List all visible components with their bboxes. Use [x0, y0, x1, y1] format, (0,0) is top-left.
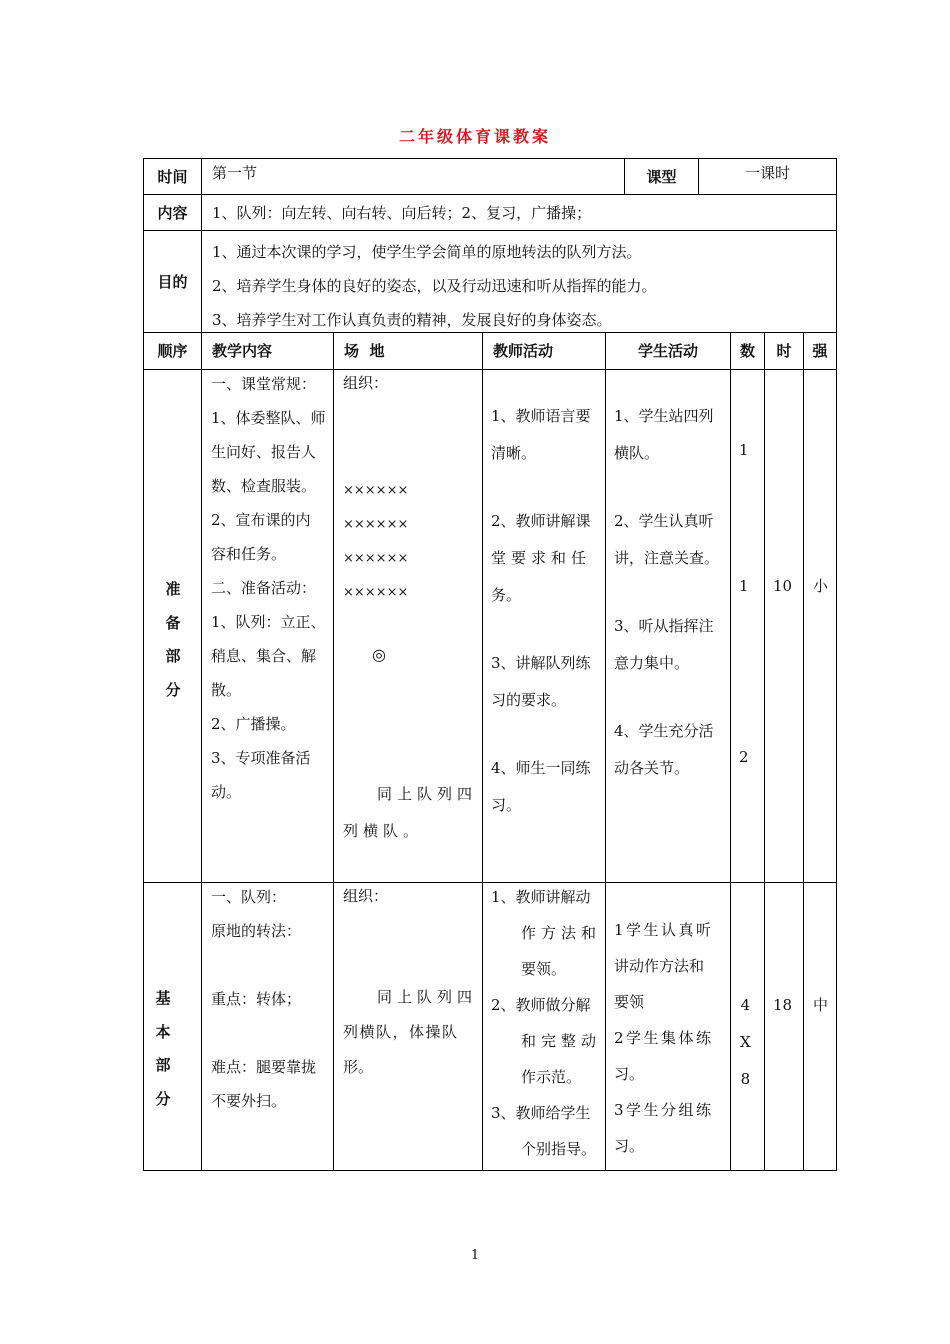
formation-diagram: ×××××× ×××××× ×××××× ×××××× [343, 483, 409, 600]
col-time: 时 [764, 332, 804, 370]
type-value: 一课时 [698, 158, 837, 195]
content-label: 内容 [143, 194, 202, 231]
col-count: 数 [730, 332, 765, 370]
col-order: 顺序 [143, 332, 202, 370]
document-title: 二年级体育课教案 [398, 127, 551, 146]
basic-intensity: 中 [803, 882, 837, 1171]
col-teacher-activity: 教师活动 [482, 332, 606, 370]
basic-teaching-content: 一、队列： 原地的转法： 重点：转体； 难点：腿要靠拢 不要外扫。 [201, 882, 334, 1171]
venue-org-label: 组织： [343, 374, 389, 392]
basic-student-activity: 1学生认真听 讲动作方法和 要领 2学生集体练 习。 3学生分组练 习。 [605, 882, 731, 1171]
venue-note: 同上队列四 列横队，体操队 形。 [343, 988, 478, 1076]
prep-venue [333, 369, 483, 883]
col-venue: 场 地 [333, 332, 483, 370]
prep-intensity: 小 [803, 369, 837, 883]
time-label: 时间 [143, 158, 202, 195]
prep-teaching-content: 一、课堂常规： 1、体委整队、师 生问好、报告人 数、检查服装。 2、宣布课的内 容和任务。 二、准备活动： 1、队列：立正、 稍息、集合、解 散。 2、广播操。 3、专项准备活 动。 [201, 369, 334, 883]
type-label: 课型 [624, 158, 699, 195]
goal-label: 目的 [143, 230, 202, 333]
prep-section-label: 准 备 部 分 [143, 369, 202, 883]
prep-time: 10 [764, 369, 804, 883]
basic-section-label: 基 本 部 分 [143, 882, 202, 1171]
lesson-plan-table [143, 158, 837, 1171]
col-teaching-content: 教学内容 [201, 332, 334, 370]
content-value: 1、队列：向左转、向右转、向后转；2、复习，广播操； [201, 194, 837, 231]
basic-count: 4 X 8 [730, 882, 765, 1171]
goal-list [201, 230, 837, 333]
prep-student-activity: 1、学生站四列 横队。 2、学生认真听 讲，注意关查。 3、听从指挥注 意力集中。 4、学生充分活 动各关节。 [605, 369, 731, 883]
goal-item: 1、通过本次课的学习，使学生学会简单的原地转法的队列方法。 [212, 243, 642, 261]
col-intensity: 强 [803, 332, 837, 370]
page-number: 1 [470, 1248, 480, 1263]
time-value: 第一节 [201, 158, 625, 195]
basic-time: 18 [764, 882, 804, 1171]
venue-org-label: 组织： [343, 887, 389, 905]
prep-count: 1 1 2 [730, 369, 765, 883]
goal-item: 3、培养学生对工作认真负责的精神，发展良好的身体姿态。 [212, 311, 612, 329]
basic-venue [333, 882, 483, 1171]
prep-teacher-activity: 1、教师语言要 清晰。 2、教师讲解课 堂要求和任 务。 3、讲解队列练 习的要求。 4、师生一同练 习。 [482, 369, 606, 883]
teacher-position-symbol: ◎ [372, 645, 386, 664]
goal-item: 2、培养学生身体的良好的姿态，以及行动迅速和听从指挥的能力。 [212, 277, 657, 295]
col-student-activity: 学生活动 [605, 332, 731, 370]
basic-teacher-activity: 1、教师讲解动 作方法和 要领。 2、教师做分解 和完整动 作示范。 3、教师给学生 个别指导。 [482, 882, 606, 1171]
venue-note: 同上队列四 列横队。 [343, 785, 478, 840]
